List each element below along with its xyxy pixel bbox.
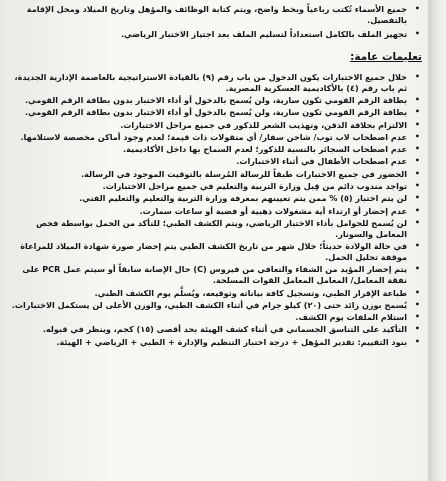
list-item-text: الحضور في جميع الاختبارات طبقاً للرسالة المُرسلة بالتوقيت الموجود في الرسالة. <box>81 168 407 179</box>
list-item-text: في حالة الولادة حديثاً؛ خلال شهر من تاريخ الكشف الطبي يتم إحضار صورة شهادة الميلاد للمراعاة موقفة تحليل الحمل. <box>20 241 407 262</box>
list-item-text: خلال جميع الاختبارات يكون الدخول من باب رقم (٩) بالقيادة الاستراتيجية بالعاصمة الإدارية الجديدة، ثم باب رقم (٤) بالأكاديمية العسكرية المصرية. <box>14 71 407 93</box>
bullet-icon: • <box>414 217 420 227</box>
bullet-icon: • <box>414 193 420 203</box>
bullet-icon: • <box>414 156 420 166</box>
bullet-icon: • <box>414 94 420 104</box>
page-shadow-edge <box>428 0 446 481</box>
instructions-list <box>10 72 422 348</box>
list-item <box>10 169 422 180</box>
section-title: تعليمات عامة: <box>350 50 422 63</box>
bullet-icon: • <box>414 168 420 178</box>
list-item-text: بطاقة الرقم القومي تكون سارية، ولن يُسمح بالدخول أو أداء الاختبار بدون بطاقة الرقم القومي. <box>25 107 407 118</box>
list-item-text: استلام الملفات يوم الكشف. <box>295 312 407 323</box>
list-item <box>10 312 422 323</box>
list-item <box>10 337 422 348</box>
list-item-text: الالتزام بحلاقة الذقن، وتهذيب الشعر للذكور في جميع مراحل الاختبارات. <box>120 119 407 130</box>
list-item <box>10 107 422 118</box>
bullet-icon: • <box>414 312 420 322</box>
list-item-text: لن يُسمح للحوامل بأداء الاختبار الرياضي، ويتم الكشف الطبي؛ للتأكد من الحمل بواسطة فحص المعامل والسونار. <box>36 217 407 239</box>
list-item-text: بنود التقييم: تقدير المؤهل + درجة اختبار التنظيم والإدارة + الطبي + الرياضي + الهيئة. <box>56 336 407 347</box>
list-item-text: طباعة الإقرار الطبي، وتسجيل كافة بياناته وتوقيعه، ويُسلَّم يوم الكشف الطبي. <box>94 287 407 298</box>
list-item <box>10 144 422 155</box>
bullet-icon: • <box>414 119 420 129</box>
list-item <box>10 206 422 217</box>
list-item-text: عدم اصطحاب السجائر بالنسبة للذكور؛ لعدم السماح بها داخل الأكاديمية. <box>123 144 407 155</box>
bullet-icon: • <box>414 324 420 334</box>
list-item <box>10 288 422 299</box>
bullet-icon: • <box>414 181 420 190</box>
list-item-text: تواجد مندوب دائم من قِبل وزارة التربية والتعليم في جميع مراحل الاختبارات. <box>102 181 407 191</box>
intro-item-text: تجهيز الملف بالكامل استعداداً لتسليم الملف بعد اجتياز الاختبار الرياضي. <box>120 28 407 39</box>
list-item <box>10 120 422 131</box>
list-item <box>10 181 422 192</box>
list-item <box>10 72 422 94</box>
bullet-icon: • <box>414 28 420 38</box>
list-item <box>10 218 422 240</box>
bullet-icon: • <box>414 241 420 251</box>
list-item <box>10 264 422 286</box>
bullet-icon: • <box>414 4 420 13</box>
bullet-icon: • <box>414 107 420 117</box>
list-item <box>10 241 422 263</box>
bullet-icon: • <box>414 299 420 309</box>
list-item <box>10 95 422 106</box>
intro-item-text: جميع الأسماء تُكتب رباعياً وبخط واضح، ويتم كتابة الوظائف والمؤهل وتاريخ الميلاد ومحل الإقامة بالتفصيل. <box>26 4 407 25</box>
list-item-text: لن يتم اختبار (٥) % ممن يتم تعيينهم بمعرفة وزارة التربية والتعليم والتعليم الفني. <box>79 193 407 204</box>
bullet-icon: • <box>414 205 420 215</box>
intro-item <box>10 29 422 40</box>
list-item-text: عدم إحضار أو ارتداء أية مشغولات ذهبية أو فضية أو ساعات سمارت. <box>139 205 407 216</box>
list-item <box>10 156 422 167</box>
bullet-icon: • <box>414 287 420 297</box>
list-item <box>10 193 422 204</box>
list-item <box>10 300 422 311</box>
list-item-text: التأكيد على التناسق الجسماني في أثناء كشف الهيئة بحد أقصى (١٥) كجم، وينظر في قبوله. <box>42 324 407 335</box>
bullet-icon: • <box>414 336 420 346</box>
bullet-icon: • <box>414 144 420 154</box>
bullet-icon: • <box>414 264 420 274</box>
list-item-text: بطاقة الرقم القومي تكون سارية، ولن يُسمح بالدخول أو أداء الاختبار بدون بطاقة الرقم القومي. <box>25 94 407 105</box>
list-item-text: يتم إحضار المؤيد من الشفاء والتعافي من فيروس (C) حال الإصابة سابقاً أو سيتم عمل PCR على نفقة المعامل/ المعامل المعامل القوات المسلحة. <box>22 264 407 286</box>
list-item-text: عدم اصطحاب لاب توب/ شاحن سفار/ أي منقولات ذات قيمة؛ لعدم وجود أماكن مخصصة لاستلامها. <box>20 131 407 142</box>
intro-list <box>10 4 422 40</box>
list-item <box>10 132 422 143</box>
list-item-text: عدم اصطحاب الأطفال في أثناء الاختبارات. <box>236 156 407 167</box>
list-item <box>10 324 422 335</box>
bullet-icon: • <box>414 71 420 81</box>
list-item-text: يُسمح بوزن زائد حتى (٢٠) كيلو جرام في أثناء الكشف الطبي، والوزن الأعلى لن يستكمل الاختبارات. <box>11 299 407 310</box>
intro-item <box>10 4 422 26</box>
bullet-icon: • <box>414 131 420 141</box>
